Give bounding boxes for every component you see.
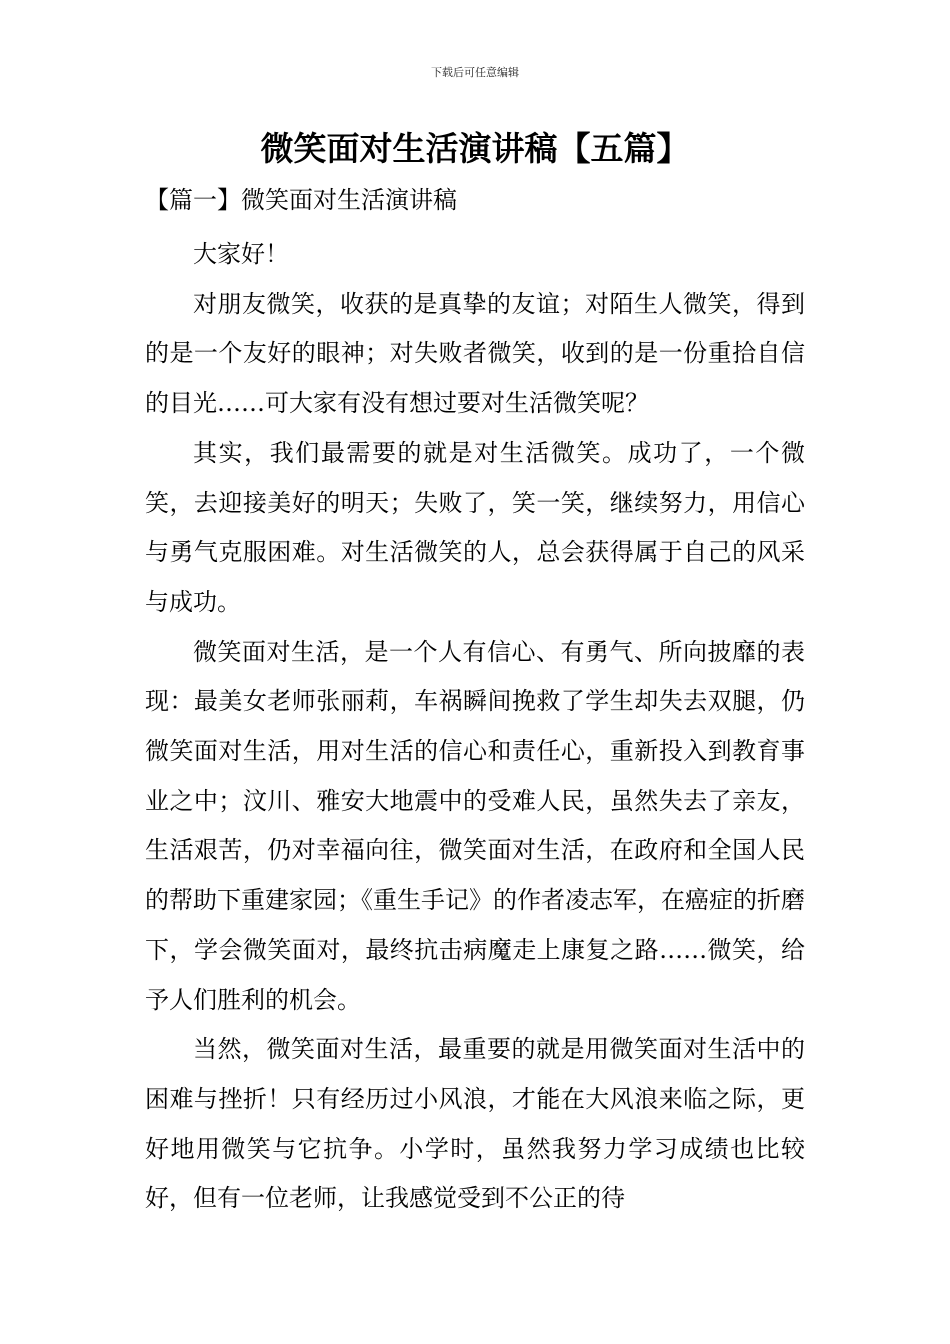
document-body: [145, 230, 805, 1224]
section-heading: 【篇一】微笑面对生活演讲稿: [145, 186, 457, 214]
paragraph: 对朋友微笑，收获的是真挚的友谊；对陌生人微笑，得到的是一个友好的眼神；对失败者微笑，收到的是一份重拾自信的目光……可大家有没有想过要对生活微笑呢？: [145, 289, 805, 418]
paragraph: 其实，我们最需要的就是对生活微笑。成功了，一个微笑，去迎接美好的明天；失败了，笑一笑，继续努力，用信心与勇气克服困难。对生活微笑的人，总会获得属于自己的风采与成功。: [145, 438, 805, 616]
document-title: 微笑面对生活演讲稿【五篇】: [260, 129, 690, 168]
paragraph-greeting: 大家好！: [193, 240, 289, 268]
header-note: 下载后可任意编辑: [431, 66, 519, 79]
paragraph: 微笑面对生活，是一个人有信心、有勇气、所向披靡的表现：最美女老师张丽莉，车祸瞬间挽救了学生却失去双腿，仍微笑面对生活，用对生活的信心和责任心，重新投入到教育事业之中；汶川、雅安大地震中的受难人民，虽然失去了亲友，生活艰苦，仍对幸福向往，微笑面对生活，在政府和全国人民的帮助下重建家园；《重生手记》的作者凌志军，在癌症的折磨下，学会微笑面对，最终抗击病魔走上康复之路……微笑，给予人们胜利的机会。: [145, 637, 805, 1014]
paragraph: 当然，微笑面对生活，最重要的就是用微笑面对生活中的困难与挫折！只有经历过小风浪，才能在大风浪来临之际，更好地用微笑与它抗争。小学时，虽然我努力学习成绩也比较好，但有一位老师，让我感觉受到不公正的待: [145, 1035, 805, 1213]
